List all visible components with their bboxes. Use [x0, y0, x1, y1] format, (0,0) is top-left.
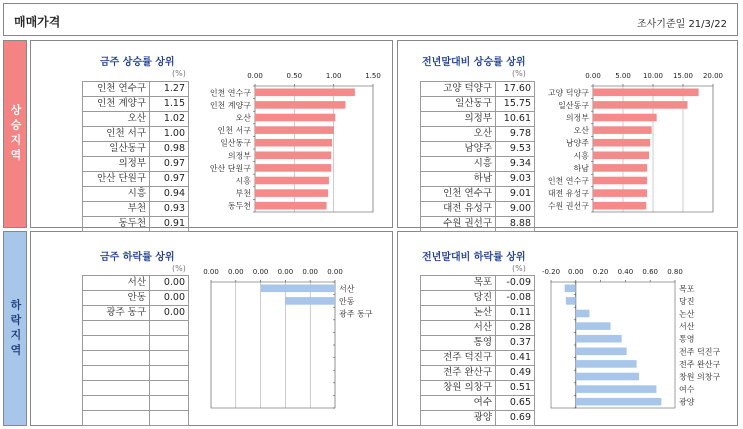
- region-cell: 동두천: [83, 217, 150, 232]
- region-cell: 오산: [421, 127, 496, 142]
- region-cell: [83, 336, 150, 351]
- table-row: [83, 321, 189, 336]
- region-cell: 여수: [421, 396, 496, 411]
- category-label: 하남: [573, 163, 589, 173]
- region-cell: 목포: [421, 276, 496, 291]
- value-cell: [150, 411, 189, 426]
- tick-label: 0.00: [252, 268, 269, 276]
- table-row: [421, 276, 535, 291]
- value-cell: 0.98: [150, 142, 189, 157]
- category-label: 의정부: [227, 151, 251, 161]
- value-cell: 8.88: [496, 217, 535, 232]
- value-cell: 0.94: [150, 187, 189, 202]
- unit-week-up: (%): [172, 69, 186, 78]
- value-cell: 0.91: [150, 217, 189, 232]
- table-row: [83, 82, 189, 97]
- value-cell: 0.00: [150, 291, 189, 306]
- value-cell: [150, 381, 189, 396]
- category-label: 전주 덕진구: [679, 347, 721, 357]
- tick-label: 0.20: [592, 268, 609, 276]
- table-ytd-up: [420, 81, 535, 232]
- value-cell: 0.65: [496, 396, 535, 411]
- value-cell: 9.00: [496, 202, 535, 217]
- tick-label: 0.00: [568, 268, 584, 276]
- table-row: [421, 396, 535, 411]
- bar: [593, 89, 699, 97]
- region-cell: 인천 연수구: [83, 82, 150, 97]
- category-label: 서산: [679, 322, 695, 332]
- region-cell: [83, 321, 150, 336]
- tick-label: 5.00: [615, 72, 631, 80]
- table-row: [83, 336, 189, 351]
- bar: [576, 335, 622, 343]
- tick-label: 0.00: [585, 72, 601, 80]
- title-ytd-up: 전년말대비 상승률 상위: [422, 57, 526, 68]
- bar: [593, 202, 646, 210]
- value-cell: 10.61: [496, 112, 535, 127]
- value-cell: 0.69: [496, 411, 535, 426]
- value-cell: 0.11: [496, 306, 535, 321]
- bar: [255, 152, 331, 160]
- table-row: [83, 366, 189, 381]
- category-label: 당진: [679, 296, 695, 306]
- table-row: [83, 381, 189, 396]
- value-cell: 0.41: [496, 351, 535, 366]
- value-cell: 0.37: [496, 336, 535, 351]
- region-cell: 통영: [421, 336, 496, 351]
- tick-label: 1.00: [325, 72, 342, 80]
- bar: [593, 101, 688, 109]
- table-row: [83, 187, 189, 202]
- bar: [285, 297, 335, 305]
- category-label: 논산: [679, 309, 695, 319]
- region-cell: 오산: [83, 112, 150, 127]
- region-cell: 의정부: [83, 157, 150, 172]
- value-cell: [150, 396, 189, 411]
- table-row: [83, 396, 189, 411]
- table-row: [421, 157, 535, 172]
- table-row: [83, 306, 189, 321]
- category-label: 고양 덕양구: [547, 88, 589, 98]
- region-cell: 안동: [83, 291, 150, 306]
- value-cell: 1.02: [150, 112, 189, 127]
- category-label: 오산: [573, 126, 589, 136]
- bar: [576, 398, 662, 406]
- chart-ytd-up: [533, 72, 723, 222]
- tick-label: 0.40: [617, 268, 634, 276]
- bar: [255, 189, 328, 197]
- value-cell: 0.97: [150, 157, 189, 172]
- category-label: 시흥: [235, 176, 251, 186]
- region-cell: 시흥: [83, 187, 150, 202]
- bar: [593, 126, 652, 134]
- bar: [576, 385, 657, 393]
- category-label: 오산: [235, 113, 251, 123]
- region-cell: 대전 유성구: [421, 202, 496, 217]
- bar: [593, 139, 650, 147]
- region-cell: 일산동구: [83, 142, 150, 157]
- category-label: 의정부: [565, 113, 589, 123]
- header-bar: [3, 3, 738, 36]
- value-cell: -0.08: [496, 291, 535, 306]
- region-cell: 수원 권선구: [421, 217, 496, 232]
- category-label: 인천 연수구: [209, 88, 251, 98]
- title-week-down: 금주 하락률 상위: [100, 252, 175, 263]
- value-cell: 9.53: [496, 142, 535, 157]
- tick-label: -0.20: [541, 268, 561, 276]
- bar: [255, 177, 329, 185]
- region-cell: [83, 396, 150, 411]
- table-row: [83, 112, 189, 127]
- category-label: 안산 단원구: [209, 163, 251, 173]
- region-cell: 광주 동구: [83, 306, 150, 321]
- category-label: 수원 권선구: [547, 201, 589, 211]
- table-row: [83, 351, 189, 366]
- value-cell: 0.49: [496, 366, 535, 381]
- bar: [593, 177, 647, 185]
- table-row: [421, 366, 535, 381]
- region-cell: [83, 411, 150, 426]
- category-label: 광주 동구: [339, 309, 373, 319]
- category-label: 일산동구: [558, 100, 589, 110]
- region-cell: 전주 완산구: [421, 366, 496, 381]
- value-cell: [150, 351, 189, 366]
- category-label: 일산동구: [220, 138, 251, 148]
- tick-label: 1.50: [365, 72, 381, 80]
- bar: [255, 89, 355, 97]
- table-row: [83, 276, 189, 291]
- bar: [255, 114, 335, 122]
- bar: [255, 164, 331, 172]
- category-label: 동두천: [227, 201, 251, 211]
- table-row: [83, 202, 189, 217]
- table-row: [421, 411, 535, 426]
- region-cell: [83, 366, 150, 381]
- value-cell: [150, 321, 189, 336]
- table-row: [421, 97, 535, 112]
- title-week-up: 금주 상승률 상위: [100, 57, 175, 68]
- table-row: [421, 142, 535, 157]
- table-row: [83, 97, 189, 112]
- value-cell: 0.00: [150, 306, 189, 321]
- region-cell: 서산: [83, 276, 150, 291]
- region-cell: 의정부: [421, 112, 496, 127]
- title-ytd-down: 전년말대비 하락률 상위: [422, 252, 526, 263]
- value-cell: 9.78: [496, 127, 535, 142]
- category-label: 시흥: [573, 151, 589, 161]
- table-row: [421, 187, 535, 202]
- bar: [576, 322, 611, 330]
- tick-label: 0.80: [667, 268, 683, 276]
- tick-label: 0.00: [228, 268, 244, 276]
- category-label: 창원 의창구: [679, 372, 721, 382]
- chart-week-down: [193, 268, 373, 418]
- table-row: [83, 172, 189, 187]
- value-cell: 0.51: [496, 381, 535, 396]
- tick-label: 0.00: [203, 268, 219, 276]
- region-cell: [83, 381, 150, 396]
- table-row: [421, 336, 535, 351]
- table-row: [421, 217, 535, 232]
- category-label: 안동: [339, 296, 355, 306]
- value-cell: 0.28: [496, 321, 535, 336]
- page-title: 매매가격: [14, 15, 61, 29]
- chart-ytd-down: [533, 268, 733, 418]
- unit-ytd-up: (%): [512, 69, 526, 78]
- bar: [576, 348, 627, 356]
- bar: [255, 139, 332, 147]
- region-cell: 하남: [421, 172, 496, 187]
- value-cell: -0.09: [496, 276, 535, 291]
- region-cell: 논산: [421, 306, 496, 321]
- table-row: [421, 202, 535, 217]
- table-row: [421, 321, 535, 336]
- bar: [255, 101, 345, 109]
- value-cell: 1.27: [150, 82, 189, 97]
- region-cell: 당진: [421, 291, 496, 306]
- table-row: [83, 142, 189, 157]
- value-cell: 0.97: [150, 172, 189, 187]
- value-cell: 0.00: [150, 276, 189, 291]
- category-label: 목포: [679, 284, 695, 294]
- table-row: [83, 411, 189, 426]
- value-cell: 15.75: [496, 97, 535, 112]
- region-cell: 전주 덕진구: [421, 351, 496, 366]
- value-cell: [150, 366, 189, 381]
- tick-label: 20.00: [702, 72, 724, 80]
- category-label: 인천 서구: [217, 126, 251, 136]
- region-cell: 인천 계양구: [83, 97, 150, 112]
- tick-label: 0.00: [247, 72, 263, 80]
- bar: [565, 285, 576, 293]
- category-label: 통영: [679, 334, 695, 344]
- bar: [576, 360, 637, 368]
- category-label: 인천 연수구: [547, 176, 589, 186]
- tick-label: 0.60: [642, 268, 658, 276]
- value-cell: [150, 336, 189, 351]
- category-label: 광양: [679, 397, 695, 407]
- region-cell: 부천: [83, 202, 150, 217]
- region-cell: 인천 서구: [83, 127, 150, 142]
- value-cell: 1.00: [150, 127, 189, 142]
- bar: [261, 285, 335, 293]
- category-label: 부천: [235, 189, 251, 199]
- category-label: 인천 계양구: [209, 100, 251, 110]
- bar: [255, 202, 327, 210]
- tick-label: 15.00: [672, 72, 694, 80]
- table-row: [421, 112, 535, 127]
- region-cell: 광양: [421, 411, 496, 426]
- table-row: [421, 172, 535, 187]
- table-row: [83, 217, 189, 232]
- table-row: [421, 291, 535, 306]
- table-week-up: [82, 81, 189, 232]
- region-cell: 서산: [421, 321, 496, 336]
- region-cell: 남양주: [421, 142, 496, 157]
- region-cell: 안산 단원구: [83, 172, 150, 187]
- bar: [593, 152, 649, 160]
- category-label: 여수: [679, 385, 695, 395]
- value-cell: 17.60: [496, 82, 535, 97]
- value-cell: 9.03: [496, 172, 535, 187]
- table-row: [421, 381, 535, 396]
- category-label: 전주 완산구: [679, 359, 721, 369]
- table-row: [83, 157, 189, 172]
- region-cell: 시흥: [421, 157, 496, 172]
- value-cell: 1.15: [150, 97, 189, 112]
- tick-label: 10.00: [642, 72, 664, 80]
- bar: [576, 373, 639, 381]
- table-row: [421, 82, 535, 97]
- rising-region-label: 상승지역: [3, 40, 27, 228]
- tick-label: 0.00: [277, 268, 294, 276]
- unit-week-down: (%): [172, 264, 186, 273]
- table-row: [421, 127, 535, 142]
- region-cell: [83, 351, 150, 366]
- bar: [593, 189, 647, 197]
- table-row: [421, 306, 535, 321]
- value-cell: 9.34: [496, 157, 535, 172]
- tick-label: 0.00: [302, 268, 318, 276]
- category-label: 서산: [339, 284, 355, 294]
- region-cell: 창원 의창구: [421, 381, 496, 396]
- table-row: [421, 351, 535, 366]
- bar: [255, 126, 334, 134]
- survey-date: 조사기준일 21/3/22: [636, 19, 727, 30]
- bar: [593, 114, 657, 122]
- value-cell: 0.93: [150, 202, 189, 217]
- table-row: [83, 127, 189, 142]
- table-ytd-down: [420, 275, 535, 426]
- chart-week-up: [193, 72, 381, 222]
- category-label: 대전 유성구: [547, 189, 589, 199]
- table-row: [83, 291, 189, 306]
- bar: [566, 297, 576, 305]
- unit-ytd-down: (%): [512, 264, 526, 273]
- table-week-down: [82, 275, 189, 426]
- tick-label: 0.50: [286, 72, 303, 80]
- value-cell: 9.01: [496, 187, 535, 202]
- region-cell: 일산동구: [421, 97, 496, 112]
- falling-region-label: 하락지역: [3, 231, 27, 426]
- region-cell: 인천 연수구: [421, 187, 496, 202]
- bar: [576, 310, 590, 318]
- category-label: 남양주: [565, 138, 589, 148]
- region-cell: 고양 덕양구: [421, 82, 496, 97]
- tick-label: 0.00: [327, 268, 343, 276]
- bar: [593, 164, 647, 172]
